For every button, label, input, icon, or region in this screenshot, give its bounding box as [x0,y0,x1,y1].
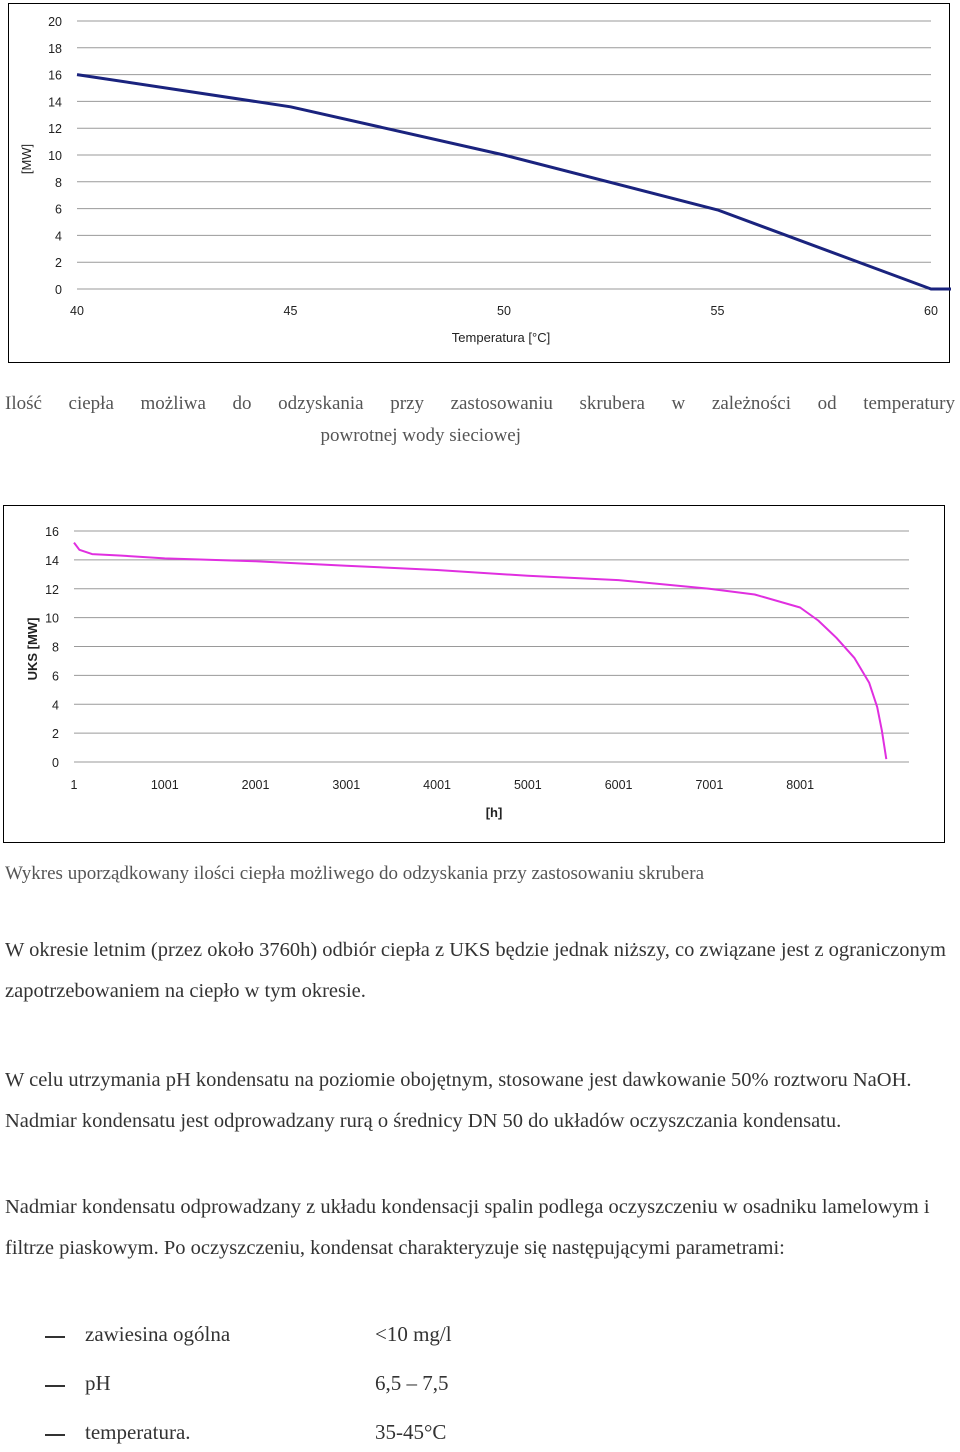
x-axis-label: Temperatura [°C] [451,330,551,345]
y-tick-label: 8 [55,175,62,190]
y-tick-label: 2 [55,256,62,271]
x-tick-label: 7001 [695,778,724,792]
dash-bullet [45,1434,65,1436]
y-tick-label: 12 [45,582,59,597]
dash-bullet [45,1385,65,1387]
x-tick-label: 40 [70,304,84,318]
y-tick-label: 12 [48,122,62,137]
temperature-chart-svg [9,4,951,364]
y-tick-label: 20 [48,15,62,29]
x-tick-label: 1 [70,778,78,792]
y-tick-label: 14 [48,95,62,110]
y-tick-label: 18 [48,41,62,56]
paragraph-summer: W okresie letnim (przez około 3760h) odbiór ciepła z UKS będzie jednak niższy, co związane jest z ograniczonym zapotrzebowaniem na ciepło w tym okresie. [5,939,946,1002]
duration-curve-chart [3,505,945,843]
x-tick-label: 4001 [423,778,451,792]
x-tick-label: 6001 [604,778,633,792]
temperature-chart [8,3,950,363]
y-tick-label: 14 [45,553,59,568]
x-tick-label: 8001 [786,778,815,792]
paragraph-condensate: Nadmiar kondensatu odprowadzany z układu kondensacji spalin podlega oczyszczeniu w osadniku lamelowym i filtrze piaskowym. Po oczyszczeniu, kondensat charakteryzuje się następującymi parametrami: [5,1196,930,1259]
x-tick-label: 1001 [150,778,179,792]
x-tick-label: 55 [710,304,725,318]
y-tick-label: 16 [45,525,59,539]
duration-curve-chart-svg [4,506,946,844]
y-tick-label: 6 [52,669,59,684]
x-axis-label: [h] [485,805,503,820]
param-value: 35-45°C [375,1420,447,1444]
y-tick-label: 0 [55,283,62,297]
y-tick-label: 0 [52,756,59,770]
y-tick-label: 8 [52,640,59,655]
param-label: pH [85,1371,111,1395]
x-tick-label: 45 [283,304,298,318]
y-tick-label: 4 [52,698,59,713]
x-tick-label: 50 [497,304,511,318]
series-line [74,543,886,760]
chart2-caption: Wykres uporządkowany ilości ciepła możliwego do odzyskania przy zastosowaniu skrubera [5,863,705,884]
y-tick-label: 2 [52,727,59,742]
param-label: temperatura. [85,1420,191,1444]
y-axis-label: UKS [MW] [25,617,40,681]
param-label: zawiesina ogólna [85,1322,231,1346]
y-tick-label: 4 [55,229,62,244]
x-tick-label: 5001 [513,778,542,792]
y-tick-label: 10 [45,611,59,626]
chart1-caption-line2: powrotnej wody sieciowej [320,425,521,446]
dash-bullet [45,1336,65,1338]
x-tick-label: 3001 [332,778,361,792]
y-axis-label: [MW] [19,143,34,175]
y-tick-label: 10 [48,149,62,163]
chart1-caption-line1: Ilość ciepła możliwa do odzyskania przy zastosowaniu skrubera w zależności od temperatury [5,393,955,414]
x-tick-label: 60 [924,304,938,318]
y-tick-label: 16 [48,68,62,83]
param-value: 6,5 – 7,5 [375,1371,449,1395]
paragraph-ph: W celu utrzymania pH kondensatu na poziomie obojętnym, stosowane jest dawkowanie 50% roztworu NaOH. Nadmiar kondensatu jest odprowadzany rurą o średnicy DN 50 do układów oczyszczania kondensatu. [5,1069,912,1132]
x-tick-label: 2001 [241,778,270,792]
param-value: <10 mg/l [375,1322,452,1346]
y-tick-label: 6 [55,202,62,217]
